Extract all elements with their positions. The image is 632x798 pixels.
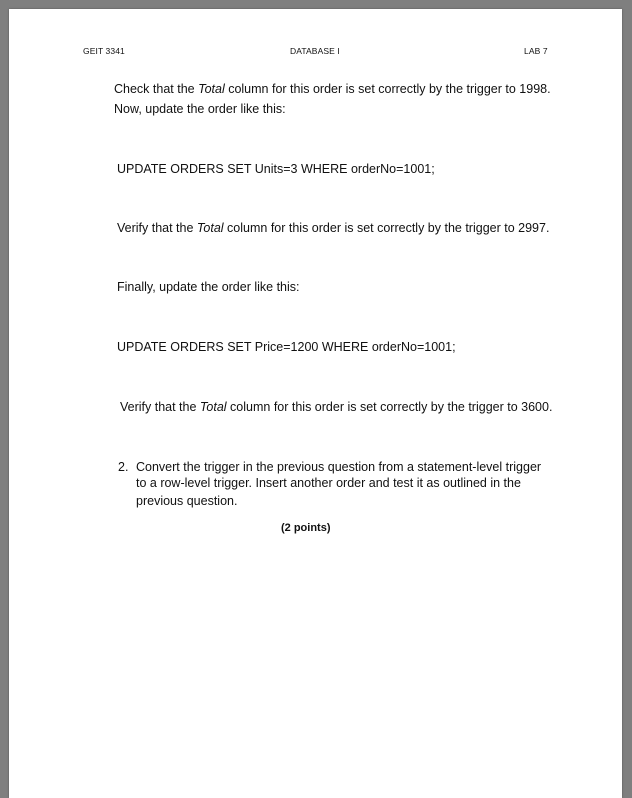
header-course: GEIT 3341 [83, 46, 125, 56]
sql-statement-units: UPDATE ORDERS SET Units=3 WHERE orderNo=1001; [117, 162, 435, 176]
text-run: column for this order is set correctly by the trigger to 1998. [224, 82, 551, 96]
question-line-1: Convert the trigger in the previous question from a statement-level trigger [136, 460, 542, 474]
text-run: Verify that the [117, 221, 197, 235]
document-page [9, 9, 622, 798]
text-italic: Total [198, 82, 225, 96]
text-run: column for this order is set correctly by the trigger to 2997. [223, 221, 550, 235]
text-italic: Total [199, 400, 227, 414]
text-run: column for this order is set correctly by the trigger to 3600. [226, 400, 553, 414]
sql-statement-price: UPDATE ORDERS SET Price=1200 WHERE orderNo=1001; [117, 340, 456, 354]
paragraph-finally: Finally, update the order like this: [117, 280, 300, 294]
header-lab: LAB 7 [524, 46, 548, 56]
question-number: 2. [118, 460, 129, 474]
paragraph-check-total [114, 80, 551, 98]
question-line-2: to a row-level trigger. Insert another order and test it as outlined in the [136, 476, 521, 490]
text-italic: Total [196, 221, 224, 235]
paragraph-now-update: Now, update the order like this: [114, 102, 286, 116]
question-points: (2 points) [281, 522, 331, 534]
question-line-3: previous question. [136, 494, 238, 508]
text-run: Check that the [114, 82, 199, 96]
text-run: Verify that the [120, 400, 200, 414]
paragraph-verify-2997 [117, 219, 549, 237]
header-title: DATABASE I [290, 46, 340, 56]
paragraph-verify-3600 [120, 398, 552, 416]
